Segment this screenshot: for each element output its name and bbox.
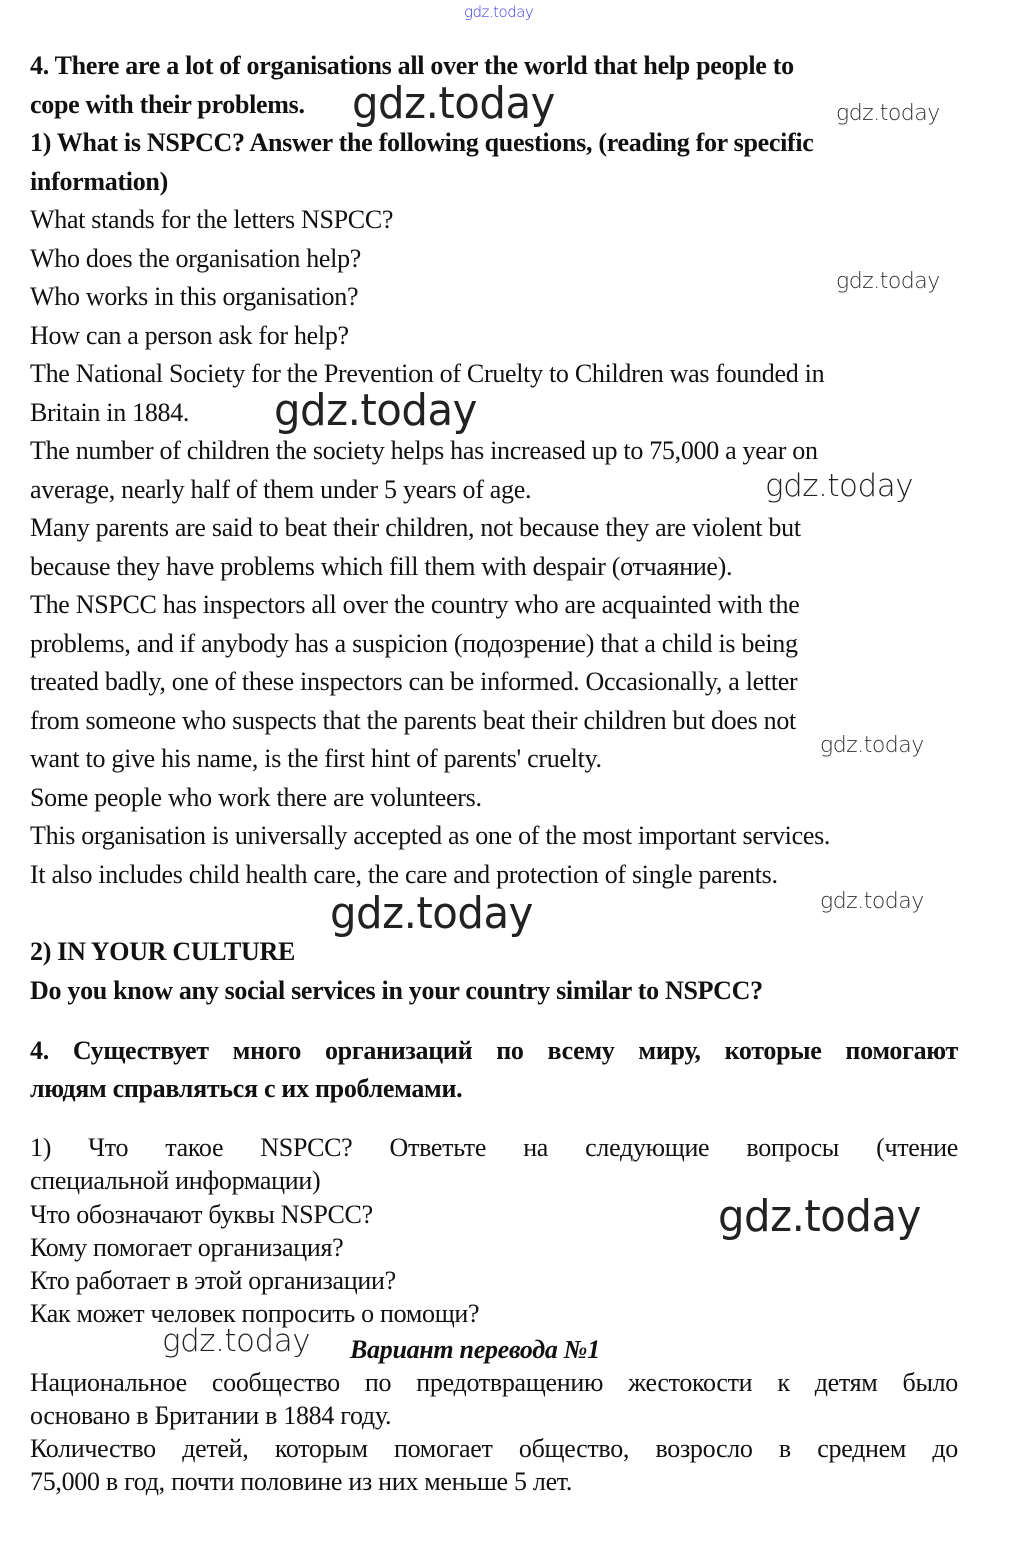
watermark: gdz.today (162, 1323, 311, 1359)
watermark: gdz.today (765, 468, 914, 504)
question-2: Who does the organisation help? (30, 244, 362, 273)
text-line: The number of children the society helps has increased up to 75,000 a year on (30, 436, 818, 465)
text-line: from someone who suspects that the parents beat their children but does not (30, 706, 796, 735)
watermark-top: gdz.today (464, 3, 534, 21)
text-line: treated badly, one of these inspectors can be informed. Occasionally, a letter (30, 667, 798, 696)
watermark: gdz.today (274, 385, 477, 436)
subtask1-heading-line-2: information) (30, 167, 168, 196)
subtask2-heading: 2) IN YOUR CULTURE (30, 937, 295, 966)
ru-text-line: Национальное сообщество по предотвращению жестокости к детям было (30, 1368, 958, 1397)
watermark: gdz.today (718, 1191, 921, 1242)
text-line: Many parents are said to beat their children, not because they are violent but (30, 513, 801, 542)
text-line: average, nearly half of them under 5 years of age. (30, 475, 532, 504)
task-heading-line-2: cope with their problems. (30, 90, 305, 119)
ru-text-line: 75,000 в год, почти половине из них меньше 5 лет. (30, 1467, 573, 1496)
text-line: want to give his name, is the first hint of parents' cruelty. (30, 744, 602, 773)
question-3: Who works in this organisation? (30, 282, 359, 311)
watermark: gdz.today (352, 78, 555, 129)
ru-question-3: Кто работает в этой организации? (30, 1266, 396, 1295)
subtask2-question: Do you know any social services in your country similar to NSPCC? (30, 976, 763, 1005)
ru-text-line: Количество детей, которым помогает общество, возросло в среднем до (30, 1434, 958, 1463)
ru-subtask1-heading-line-1: 1) Что такое NSPCC? Ответьте на следующие вопросы (чтение (30, 1133, 958, 1162)
text-line: problems, and if anybody has a suspicion (подозрение) that a child is being (30, 629, 798, 658)
ru-question-1: Что обозначают буквы NSPCC? (30, 1200, 373, 1229)
question-4: How can a person ask for help? (30, 321, 349, 350)
task-heading-line-1: 4. There are a lot of organisations all over the world that help people to (30, 51, 794, 80)
variant-label: Вариант перевода №1 (350, 1335, 600, 1364)
ru-task-heading-line-2: людям справляться с их проблемами. (30, 1074, 463, 1103)
text-line: This organisation is universally accepted as one of the most important services. (30, 821, 831, 850)
ru-question-2: Кому помогает организация? (30, 1233, 344, 1262)
ru-subtask1-heading-line-2: специальной информации) (30, 1166, 321, 1195)
watermark: gdz.today (836, 269, 940, 294)
text-line: It also includes child health care, the care and protection of single parents. (30, 860, 778, 889)
ru-text-line: основано в Британии в 1884 году. (30, 1401, 392, 1430)
subtask1-heading-line-1: 1) What is NSPCC? Answer the following questions, (reading for specific (30, 128, 814, 157)
ru-question-4: Как может человек попросить о помощи? (30, 1299, 480, 1328)
text-line: Some people who work there are volunteers. (30, 783, 482, 812)
question-1: What stands for the letters NSPCC? (30, 205, 394, 234)
text-line: because they have problems which fill them with despair (отчаяние). (30, 552, 733, 581)
ru-task-heading-line-1: 4. Существует много организаций по всему миру, которые помогают (30, 1036, 958, 1065)
watermark: gdz.today (330, 888, 533, 939)
text-line: The National Society for the Prevention of Cruelty to Children was founded in (30, 359, 825, 388)
watermark: gdz.today (820, 733, 924, 758)
watermark: gdz.today (836, 101, 940, 126)
text-line: Britain in 1884. (30, 398, 190, 427)
text-line: The NSPCC has inspectors all over the country who are acquainted with the (30, 590, 800, 619)
watermark: gdz.today (820, 889, 924, 914)
